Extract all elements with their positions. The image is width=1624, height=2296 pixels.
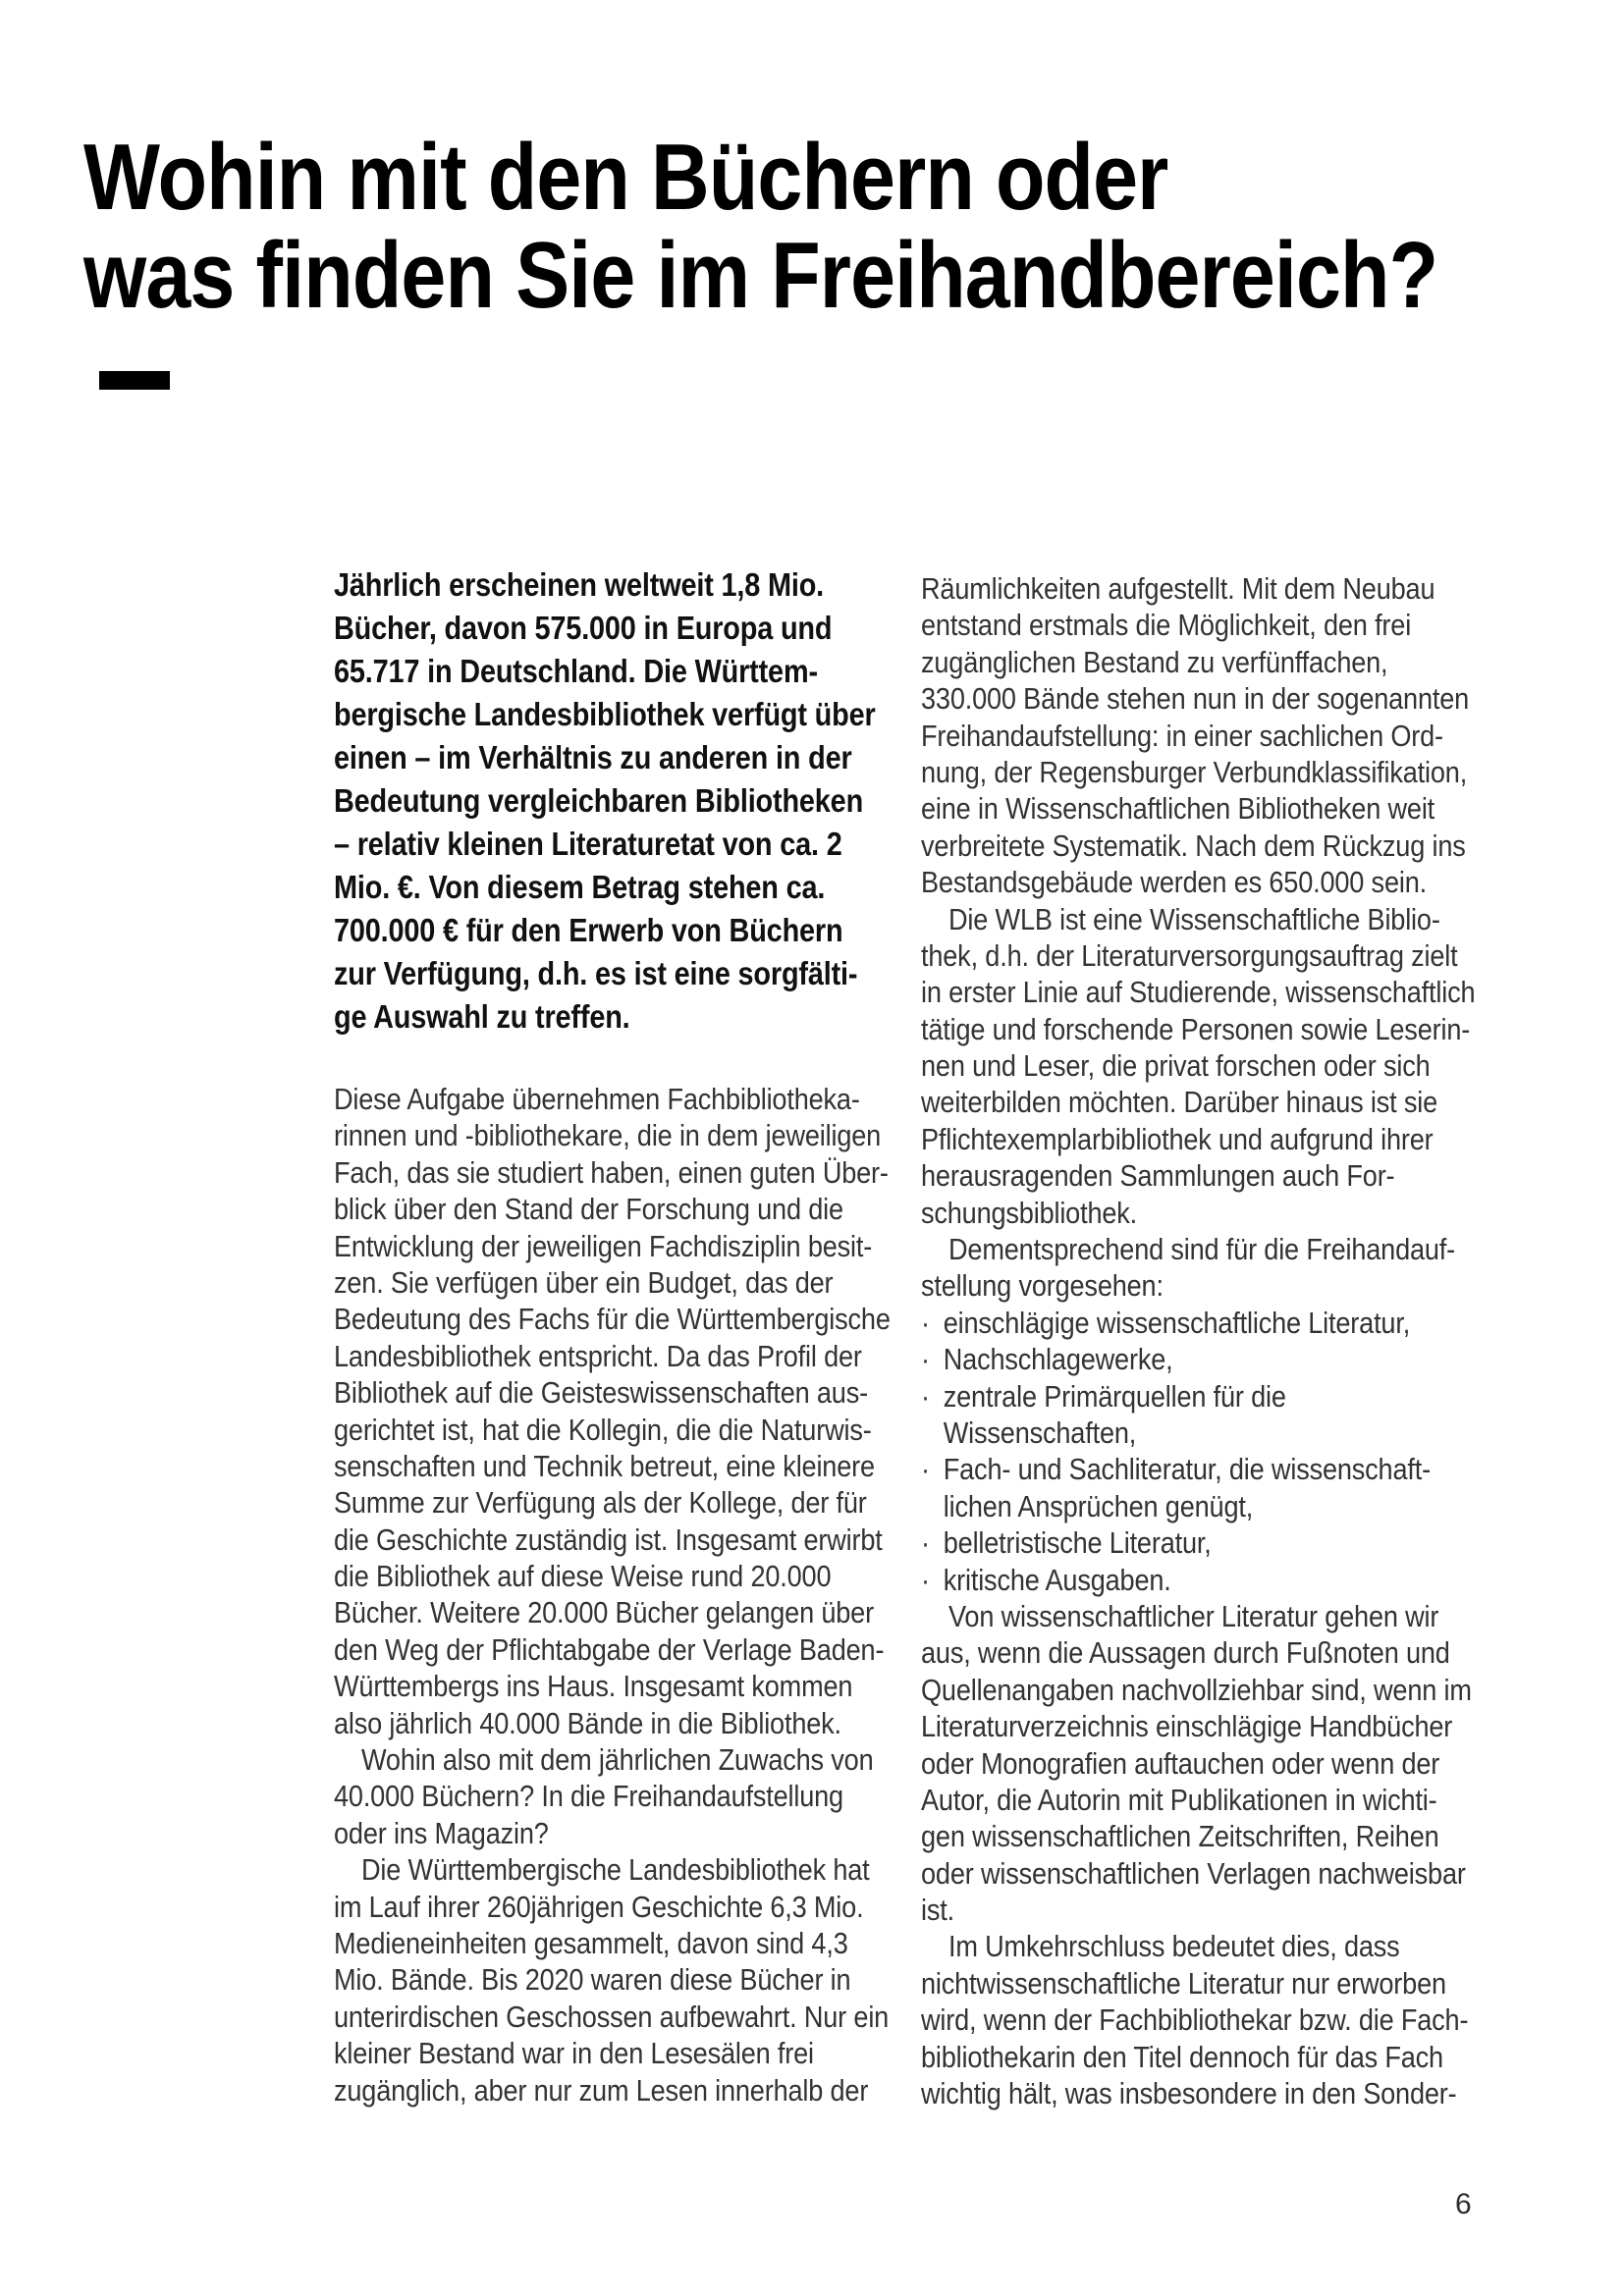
text-line: wird, wenn der Fachbibliothekar bzw. die Fach-	[921, 2002, 1469, 2038]
text-line: wichtig hält, was insbesondere in den Sonder-	[921, 2076, 1457, 2111]
text-line: thek, d.h. der Literaturversorgungsauftrag zielt	[921, 937, 1458, 973]
bullet-item-text: belletristische Literatur,	[943, 1525, 1212, 1561]
text-line: Bücher. Weitere 20.000 Bücher gelangen über	[334, 1595, 874, 1630]
text-line: Mio. €. Von diesem Betrag stehen ca.	[334, 869, 826, 905]
text-line: ge Auswahl zu treffen.	[334, 998, 630, 1035]
text-line: einen – im Verhältnis zu anderen in der	[334, 739, 852, 775]
text-line: nichtwissenschaftliche Literatur nur erworben	[921, 1965, 1446, 2001]
text-line: Freihandaufstellung: in einer sachlichen Ord-	[921, 718, 1443, 753]
text-line: Medieneinheiten gesammelt, davon sind 4,3	[334, 1925, 848, 1960]
text-line: Im Umkehrschluss bedeutet dies, dass	[948, 1929, 1400, 1964]
text-line: unterirdischen Geschossen aufbewahrt. Nur ein	[334, 1999, 890, 2034]
text-line: Landesbibliothek entspricht. Da das Profil der	[334, 1338, 862, 1373]
text-line: die Geschichte zuständig ist. Insgesamt erwirbt	[334, 1522, 883, 1557]
text-line: den Weg der Pflichtabgabe der Verlage Baden-	[334, 1631, 885, 1667]
page-number: 6	[1455, 2188, 1472, 2220]
bullet-item-text: einschlägige wissenschaftliche Literatur,	[943, 1305, 1411, 1340]
text-line: gerichtet ist, hat die Kollegin, die die Naturwis-	[334, 1412, 872, 1447]
text-line: Jährlich erscheinen weltweit 1,8 Mio.	[334, 566, 825, 603]
page-title-line1: Wohin mit den Büchern oder	[83, 125, 1168, 230]
text-line: Bestandsgebäude werden es 650.000 sein.	[921, 865, 1427, 900]
text-line: in erster Linie auf Studierende, wissenschaftlich	[921, 975, 1476, 1010]
title-dash-rule	[99, 371, 170, 390]
text-line: Fach, das sie studiert haben, einen guten Über-	[334, 1154, 889, 1190]
text-line	[921, 1451, 1489, 1487]
text-line: verbreitete Systematik. Nach dem Rückzug ins	[921, 828, 1466, 863]
text-line: – relativ kleinen Literaturetat von ca. 2	[334, 826, 842, 862]
text-line: Pflichtexemplarbibliothek und aufgrund ihrer	[921, 1121, 1434, 1156]
bullet-dot-icon: ·	[921, 1342, 930, 1377]
text-line: lichen Ansprüchen genügt,	[943, 1488, 1254, 1523]
text-line: herausragenden Sammlungen auch For-	[921, 1158, 1395, 1194]
bullet-dot-icon: ·	[921, 1305, 930, 1340]
text-line: Die WLB ist eine Wissenschaftliche Biblio-	[948, 901, 1440, 936]
text-line: Bedeutung des Fachs für die Württembergische	[334, 1302, 891, 1337]
bullet-dot-icon: ·	[921, 1452, 930, 1487]
text-line: gen wissenschaftlichen Zeitschriften, Reihen	[921, 1819, 1439, 1854]
text-line: ist.	[921, 1893, 954, 1928]
text-line: Autor, die Autorin mit Publikationen in wichti-	[921, 1782, 1437, 1817]
text-line	[921, 1341, 1489, 1377]
text-line: bibliothekarin den Titel dennoch für das Fach	[921, 2039, 1443, 2074]
text-line: oder wissenschaftlichen Verlagen nachweisbar	[921, 1855, 1466, 1891]
text-line: Entwicklung der jeweiligen Fachdisziplin besit-	[334, 1228, 873, 1263]
text-line: Bibliothek auf die Geisteswissenschaften aus-	[334, 1375, 868, 1411]
text-line: kleiner Bestand war in den Lesesälen frei	[334, 2036, 814, 2071]
text-line: entstand erstmals die Möglichkeit, den frei	[921, 608, 1412, 643]
text-line: weiterbilden möchten. Darüber hinaus ist sie	[921, 1085, 1438, 1120]
text-line: Dementsprechend sind für die Freihandauf-	[948, 1232, 1456, 1267]
text-line: zur Verfügung, d.h. es ist eine sorgfälti-	[334, 955, 858, 991]
text-line: Quellenangaben nachvollziehbar sind, wenn im	[921, 1672, 1472, 1707]
text-line: nung, der Regensburger Verbundklassifikation,	[921, 754, 1468, 789]
text-line: 40.000 Büchern? In die Freihandaufstellung	[334, 1779, 843, 1814]
text-line: die Bibliothek auf diese Weise rund 20.000	[334, 1559, 832, 1594]
page-title-line2: was finden Sie im Freihandbereich?	[83, 223, 1438, 328]
text-line: nen und Leser, die privat forschen oder sich	[921, 1048, 1431, 1084]
page-title	[83, 125, 1519, 328]
bullet-dot-icon: ·	[921, 1525, 930, 1561]
right-text-column	[921, 570, 1489, 2111]
text-line: Württembergs ins Haus. Insgesamt kommen	[334, 1669, 853, 1704]
text-line: Von wissenschaftlicher Literatur gehen wir	[948, 1598, 1439, 1633]
text-line: Summe zur Verfügung als der Kollege, der für	[334, 1485, 867, 1521]
left-text-column	[334, 1081, 901, 2109]
text-line: bergische Landesbibliothek verfügt über	[334, 696, 876, 732]
text-line: 330.000 Bände stehen nun in der sogenannten	[921, 681, 1470, 717]
text-line: Wohin also mit dem jährlichen Zuwachs von	[361, 1742, 874, 1778]
text-line: Bücher, davon 575.000 in Europa und	[334, 610, 833, 646]
text-line: im Lauf ihrer 260jährigen Geschichte 6,3 Mio.	[334, 1889, 864, 1924]
text-line: Mio. Bände. Bis 2020 waren diese Bücher in	[334, 1962, 851, 1998]
text-line	[921, 1305, 1489, 1341]
bullet-item-text: zentrale Primärquellen für die	[943, 1378, 1286, 1414]
bullet-dot-icon: ·	[921, 1378, 930, 1414]
bullet-item-text: Nachschlagewerke,	[943, 1342, 1173, 1377]
text-line: schungsbibliothek.	[921, 1195, 1138, 1230]
text-line: blick über den Stand der Forschung und die	[334, 1192, 843, 1227]
text-line: Bedeutung vergleichbaren Bibliotheken	[334, 782, 864, 819]
text-line: eine in Wissenschaftlichen Bibliotheken weit	[921, 791, 1435, 827]
text-line: Literaturverzeichnis einschlägige Handbücher	[921, 1709, 1453, 1744]
text-line: senschaften und Technik betreut, eine kleinere	[334, 1448, 875, 1483]
text-line: Die Württembergische Landesbibliothek hat	[361, 1852, 870, 1888]
text-line: stellung vorgesehen:	[921, 1268, 1164, 1304]
text-line: oder ins Magazin?	[334, 1815, 549, 1850]
bullet-dot-icon: ·	[921, 1562, 930, 1597]
text-line: oder Monografien auftauchen oder wenn der	[921, 1745, 1440, 1781]
text-line: 700.000 € für den Erwerb von Büchern	[334, 912, 843, 948]
bullet-item-text: Fach- und Sachliteratur, die wissenschaft-	[943, 1452, 1431, 1487]
text-line: zen. Sie verfügen über ein Budget, das der	[334, 1264, 834, 1300]
text-line: Diese Aufgabe übernehmen Fachbibliotheka-	[334, 1082, 860, 1116]
text-line: Räumlichkeiten aufgestellt. Mit dem Neubau	[921, 571, 1435, 606]
text-line: zugänglich, aber nur zum Lesen innerhalb der	[334, 2072, 869, 2108]
text-line: Wissenschaften,	[943, 1415, 1137, 1450]
text-line: 65.717 in Deutschland. Die Württem-	[334, 653, 818, 689]
text-line: also jährlich 40.000 Bände in die Bibliothek.	[334, 1705, 841, 1740]
text-line: zugänglichen Bestand zu verfünffachen,	[921, 644, 1388, 679]
text-line: rinnen und -bibliothekare, die in dem jeweiligen	[334, 1118, 882, 1153]
text-line: aus, wenn die Aussagen durch Fußnoten und	[921, 1635, 1450, 1671]
text-line	[921, 1378, 1489, 1415]
bullet-item-text: kritische Ausgaben.	[943, 1562, 1171, 1597]
lead-paragraph	[334, 563, 901, 1039]
text-line	[921, 1562, 1489, 1598]
text-line: tätige und forschende Personen sowie Leserin-	[921, 1011, 1471, 1046]
text-line	[921, 1524, 1489, 1561]
